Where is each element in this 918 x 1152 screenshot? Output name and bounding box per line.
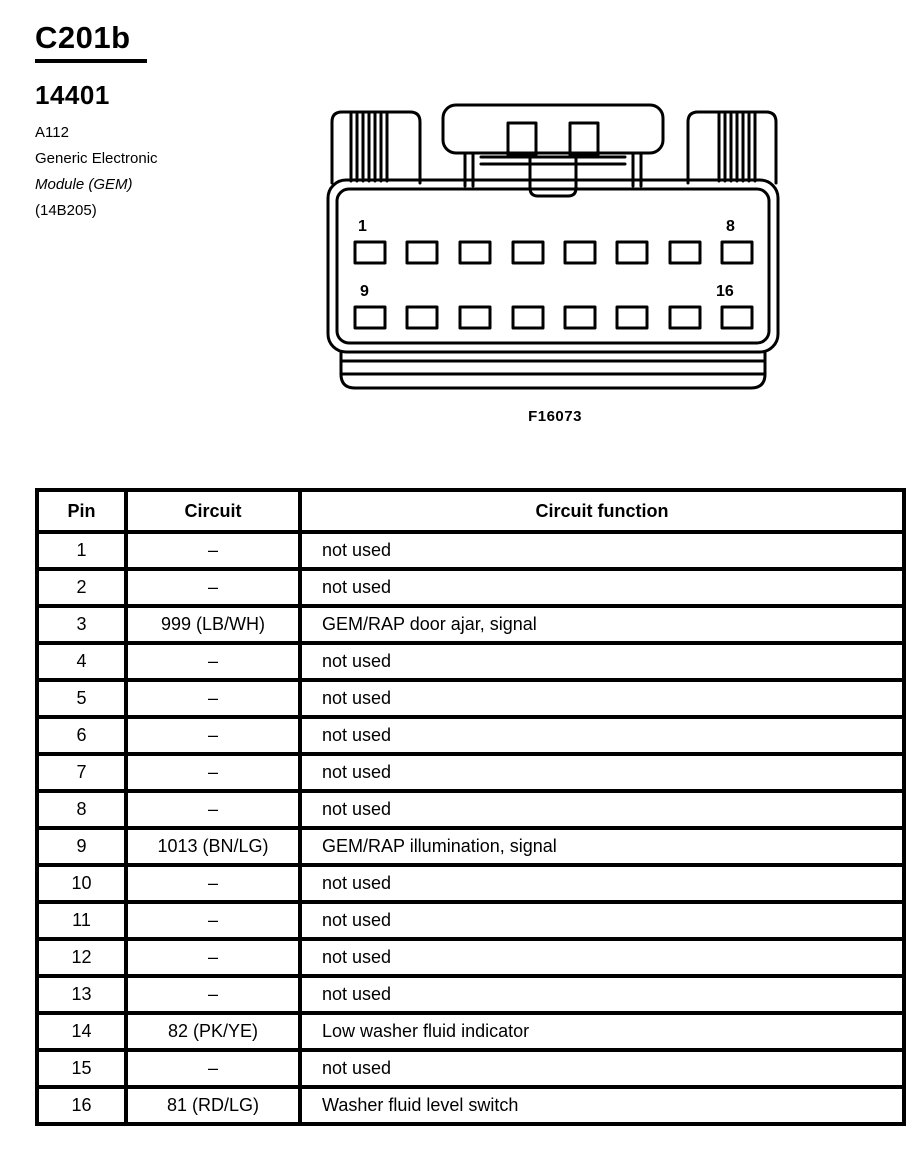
pin-cavity xyxy=(670,307,700,328)
circuit-cell: – xyxy=(126,532,300,569)
table-row xyxy=(37,939,904,976)
function-column-header: Circuit function xyxy=(300,490,904,532)
table-row xyxy=(37,1013,904,1050)
connector-base xyxy=(341,352,765,388)
function-cell: not used xyxy=(300,569,904,606)
circuit-cell: 999 (LB/WH) xyxy=(126,606,300,643)
function-cell: not used xyxy=(300,717,904,754)
circuit-cell: – xyxy=(126,791,300,828)
function-cell: Washer fluid level switch xyxy=(300,1087,904,1124)
connector-diagram xyxy=(325,100,785,395)
component-name-line1: Generic Electronic xyxy=(35,150,158,167)
table-row xyxy=(37,532,904,569)
pin-cavity xyxy=(565,307,595,328)
pin-cell: 10 xyxy=(37,865,126,902)
table-row xyxy=(37,680,904,717)
function-cell: not used xyxy=(300,1050,904,1087)
circuit-cell: – xyxy=(126,976,300,1013)
table-row xyxy=(37,717,904,754)
pin-cell: 16 xyxy=(37,1087,126,1124)
right-rail xyxy=(688,112,776,183)
pin-cell: 15 xyxy=(37,1050,126,1087)
pin-cell: 1 xyxy=(37,532,126,569)
connector-body xyxy=(328,180,778,352)
function-cell: GEM/RAP door ajar, signal xyxy=(300,606,904,643)
circuit-cell: – xyxy=(126,717,300,754)
pin-cavity-grid xyxy=(355,242,752,328)
figure-caption: F16073 xyxy=(528,408,582,425)
latch xyxy=(443,105,663,196)
pin-cavity xyxy=(355,307,385,328)
pin-column-header: Pin xyxy=(37,490,126,532)
pin-1-label: 1 xyxy=(358,218,367,235)
table-row xyxy=(37,828,904,865)
function-cell: not used xyxy=(300,902,904,939)
function-cell: not used xyxy=(300,976,904,1013)
table-row xyxy=(37,791,904,828)
pin-cell: 7 xyxy=(37,754,126,791)
pin-cavity xyxy=(670,242,700,263)
pin-9-label: 9 xyxy=(360,283,369,300)
table-row xyxy=(37,754,904,791)
pin-cavity xyxy=(513,242,543,263)
function-cell: Low washer fluid indicator xyxy=(300,1013,904,1050)
pin-cell: 12 xyxy=(37,939,126,976)
table-row xyxy=(37,606,904,643)
pin-cell: 8 xyxy=(37,791,126,828)
table-row xyxy=(37,902,904,939)
table-row xyxy=(37,1087,904,1124)
circuit-cell: – xyxy=(126,939,300,976)
pin-cavity xyxy=(565,242,595,263)
pin-cavity xyxy=(407,242,437,263)
pin-cavity xyxy=(617,242,647,263)
connector-id-heading: C201b xyxy=(35,20,147,63)
component-description xyxy=(35,120,158,224)
circuit-cell: – xyxy=(126,680,300,717)
pin-16-label: 16 xyxy=(716,283,734,300)
pin-cell: 14 xyxy=(37,1013,126,1050)
table-row xyxy=(37,976,904,1013)
circuit-cell: 1013 (BN/LG) xyxy=(126,828,300,865)
circuit-cell: – xyxy=(126,643,300,680)
pin-cell: 6 xyxy=(37,717,126,754)
function-cell: GEM/RAP illumination, signal xyxy=(300,828,904,865)
circuit-cell: – xyxy=(126,865,300,902)
pin-cavity xyxy=(460,242,490,263)
circuit-cell: 81 (RD/LG) xyxy=(126,1087,300,1124)
pin-cell: 9 xyxy=(37,828,126,865)
pin-table xyxy=(35,488,906,1126)
function-cell: not used xyxy=(300,532,904,569)
table-row xyxy=(37,569,904,606)
pin-cavity xyxy=(722,307,752,328)
pin-cell: 5 xyxy=(37,680,126,717)
pin-cavity xyxy=(722,242,752,263)
pin-cavity xyxy=(407,307,437,328)
table-row xyxy=(37,865,904,902)
function-cell: not used xyxy=(300,643,904,680)
table-row xyxy=(37,643,904,680)
pin-8-label: 8 xyxy=(726,218,735,235)
table-row xyxy=(37,1050,904,1087)
circuit-cell: – xyxy=(126,902,300,939)
pin-cavity xyxy=(460,307,490,328)
connector-diagram-svg xyxy=(325,100,785,395)
pin-cavity xyxy=(355,242,385,263)
pin-cell: 11 xyxy=(37,902,126,939)
pin-table-header xyxy=(37,490,904,532)
component-name-line2: Module (GEM) xyxy=(35,176,133,193)
component-id: A112 xyxy=(35,124,69,141)
circuit-cell: – xyxy=(126,754,300,791)
circuit-cell: – xyxy=(126,569,300,606)
function-cell: not used xyxy=(300,680,904,717)
pin-cavity xyxy=(617,307,647,328)
component-base-part: (14B205) xyxy=(35,202,97,219)
pin-table-body xyxy=(37,532,904,1124)
pin-cavity xyxy=(513,307,543,328)
circuit-column-header: Circuit xyxy=(126,490,300,532)
part-number-heading: 14401 xyxy=(35,80,110,110)
circuit-cell: – xyxy=(126,1050,300,1087)
circuit-cell: 82 (PK/YE) xyxy=(126,1013,300,1050)
function-cell: not used xyxy=(300,791,904,828)
header-row xyxy=(37,490,904,532)
pin-cell: 4 xyxy=(37,643,126,680)
function-cell: not used xyxy=(300,939,904,976)
pin-cell: 3 xyxy=(37,606,126,643)
pin-cell: 2 xyxy=(37,569,126,606)
pin-cell: 13 xyxy=(37,976,126,1013)
function-cell: not used xyxy=(300,865,904,902)
left-rail xyxy=(332,112,420,183)
function-cell: not used xyxy=(300,754,904,791)
